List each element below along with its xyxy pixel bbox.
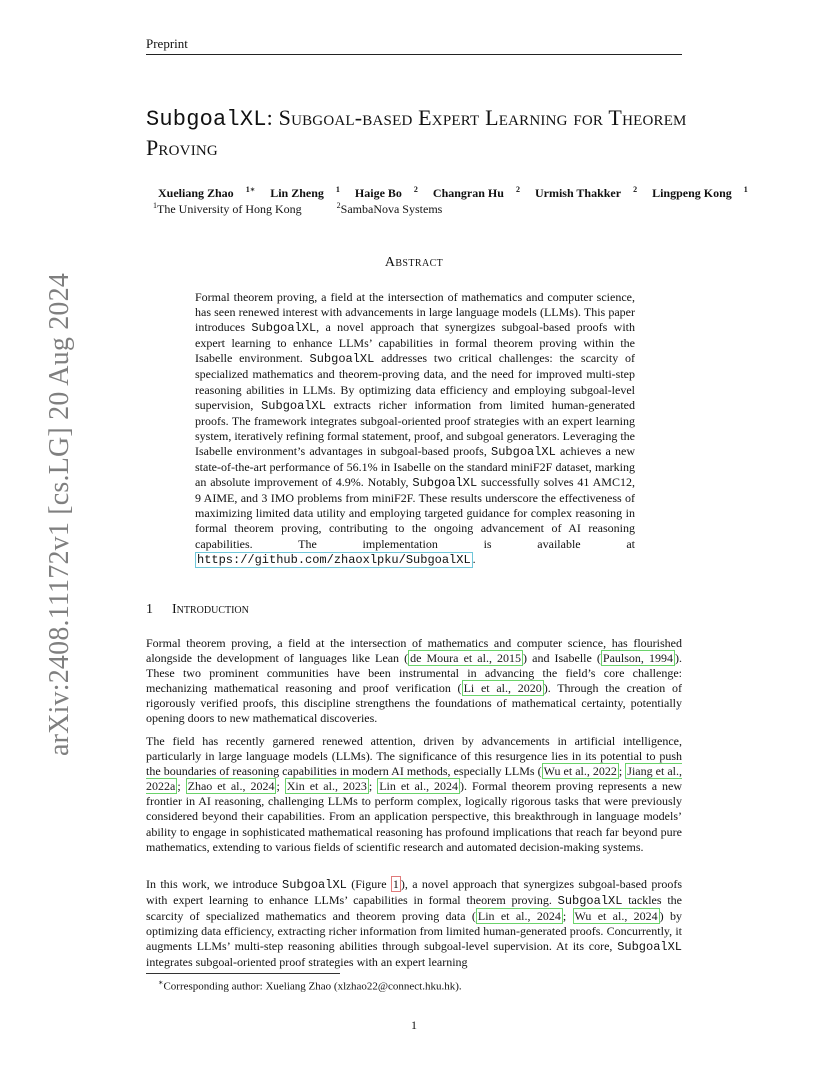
footnote-rule [146, 973, 340, 974]
intro-paragraph-1: Formal theorem proving, a field at the intersection of mathematics and computer science, has flourished alongside the development of languages like Lean ( de Moura et al., 2015 ) and Isabelle ( Paulson, 1994 ). These two prominent communities have been instrumental in advancing the field’s core challenge: mechanizing mathematical reasoning and proof verification ( Li et al., 2020 ). Through the creation of rigorously verified proofs, this discipline strengthens the foundations of mathematical certainty, potentially opening doors to new mathematical discoveries. [146, 636, 683, 726]
affiliation: $^2$SambaNova Systems [336, 201, 443, 216]
title-rest: : Subgoal-based Expert Learning for Theorem Proving [146, 105, 687, 160]
system-name: SubgoalXL [491, 444, 556, 459]
system-name: SubgoalXL [282, 878, 347, 892]
author: Changran Hu $^2$ [432, 185, 520, 200]
intro-paragraph-2: The field has recently garnered renewed attention, driven by advancements in artificial intelligence, particularly in large language models (LLMs). The significance of this resurgence lies in its potential to push the boundaries of reasoning capabilities in modern AI methods, especially LLMs ( Wu et al., 2022 ; Jiang et al., 2022a ; Zhao et al., 2024 ; Xin et al., 2023 ; Lin et al., 2024 ). Formal theorem proving represents a new frontier in AI reasoning, challenging LLMs to perform complex, logically rigorous tasks that were previously considered beyond their capabilities. From an application perspective, this breakthrough in language models’ ability to engage in sophisticated mathematical reasoning has profound implications that reach far beyond pure mathematics, extending to various fields of scientific research and automated decision-making systems. [146, 734, 683, 854]
header-rule [146, 54, 682, 55]
title-system-name: SubgoalXL [146, 107, 267, 132]
author: Lingpeng Kong $^1$ [652, 185, 748, 200]
section-number: 1 [146, 602, 153, 617]
system-name: SubgoalXL [309, 352, 375, 367]
citation-link[interactable]: Paulson, 1994 [602, 651, 673, 666]
author: Xueliang Zhao $^{1∗}$ [158, 185, 256, 200]
citation-link[interactable]: Zhao et al., 2024 [187, 779, 275, 794]
abstract-heading: Abstract [384, 255, 444, 270]
section-title: Introduction [172, 602, 249, 617]
system-name: SubgoalXL [557, 894, 623, 909]
figure-reference-link[interactable]: 1 [392, 877, 399, 891]
intro-paragraph-3: In this work, we introduce SubgoalXL (Figure 1 ), a novel approach that synergizes subgoal-based proofs with expert learning to enhance LLMs’ capabilities in formal theorem proving. SubgoalXL tackles the scarcity of specialized mathematics and theorem proving data ( Lin et al., 2024 ; Wu et al., 2024 ) by optimizing data efficiency, extracting richer information from limited human-generated proofs. Concurrently, it augments LLMs’ multi-step reasoning abilities through subgoal-level supervision. At its core, SubgoalXL integrates subgoal-oriented proof strategies with an expert learning [146, 877, 683, 970]
citation-link[interactable]: Jiang et al., 2022a [146, 764, 683, 794]
system-name: SubgoalXL [251, 321, 317, 336]
system-name: SubgoalXL [412, 476, 478, 491]
citation-link[interactable]: Wu et al., 2022 [543, 764, 617, 779]
author: Lin Zheng $^1$ [270, 185, 340, 200]
page-number: 1 [411, 1018, 417, 1032]
code-repository-link[interactable]: https://github.com/zhaoxlpku/SubgoalXL [197, 552, 471, 567]
citation-link[interactable]: Lin et al., 2024 [379, 779, 459, 794]
abstract-body: Formal theorem proving, a field at the intersection of mathematics and computer science, has seen renewed interest with advancements in large language models (LLMs). This paper introduces SubgoalXL, a novel approach that synergizes subgoal-based proofs with expert learning to enhance LLMs’ capabilities in formal theorem proving within the Isabelle environment. SubgoalXL addresses two critical challenges: the scarcity of specialized mathematics and theorem-proving data, and the need for improved multi-step reasoning abilities in LLMs. By optimizing data efficiency and employing subgoal-level supervision, SubgoalXL extracts richer information from limited human-generated proofs. The framework integrates subgoal-oriented proof strategies with an expert learning system, iteratively refining formal statement, proof, and subgoal generators. Leveraging the Isabelle environment’s advantages in subgoal-based proofs, SubgoalXL achieves a new state-of-the-art performance of 56.1% in Isabelle on the standard miniF2F dataset, marking an absolute improvement of 4.9%. Notably, SubgoalXL successfully solves 41 AMC12, 9 AIME, and 3 IMO problems from miniF2F. These results underscore the effectiveness of maximizing limited data utility and employing targeted guidance for complex reasoning in formal theorem proving, contributing to the ongoing advancement of AI reasoning capabilities. The implementation is available at https://github.com/zhaoxlpku/SubgoalXL . [195, 290, 635, 567]
running-header: Preprint [146, 36, 188, 51]
paper-title [146, 104, 706, 162]
system-name: SubgoalXL [261, 398, 326, 413]
citation-link[interactable]: Wu et al., 2024 [574, 909, 658, 924]
citation-link[interactable]: Lin et al., 2024 [477, 909, 561, 924]
author-list [158, 184, 748, 201]
author: Urmish Thakker $^2$ [534, 185, 638, 200]
citation-link[interactable]: de Moura et al., 2015 [410, 651, 522, 666]
author: Haige Bo $^2$ [354, 185, 418, 200]
arxiv-identifier[interactable]: arXiv:2408.11172v1 [cs.LG] 20 Aug 2024 [44, 272, 75, 756]
citation-link[interactable]: Xin et al., 2023 [286, 779, 367, 794]
system-name: SubgoalXL [617, 940, 682, 955]
section-heading-introduction [146, 602, 249, 618]
affiliation-list [153, 201, 474, 217]
affiliation: $^1$The University of Hong Kong [153, 201, 302, 216]
citation-link[interactable]: Li et al., 2020 [463, 681, 542, 696]
footnote: ∗Corresponding author: Xueliang Zhao (xlzhao22@connect.hku.hk). [158, 978, 462, 993]
